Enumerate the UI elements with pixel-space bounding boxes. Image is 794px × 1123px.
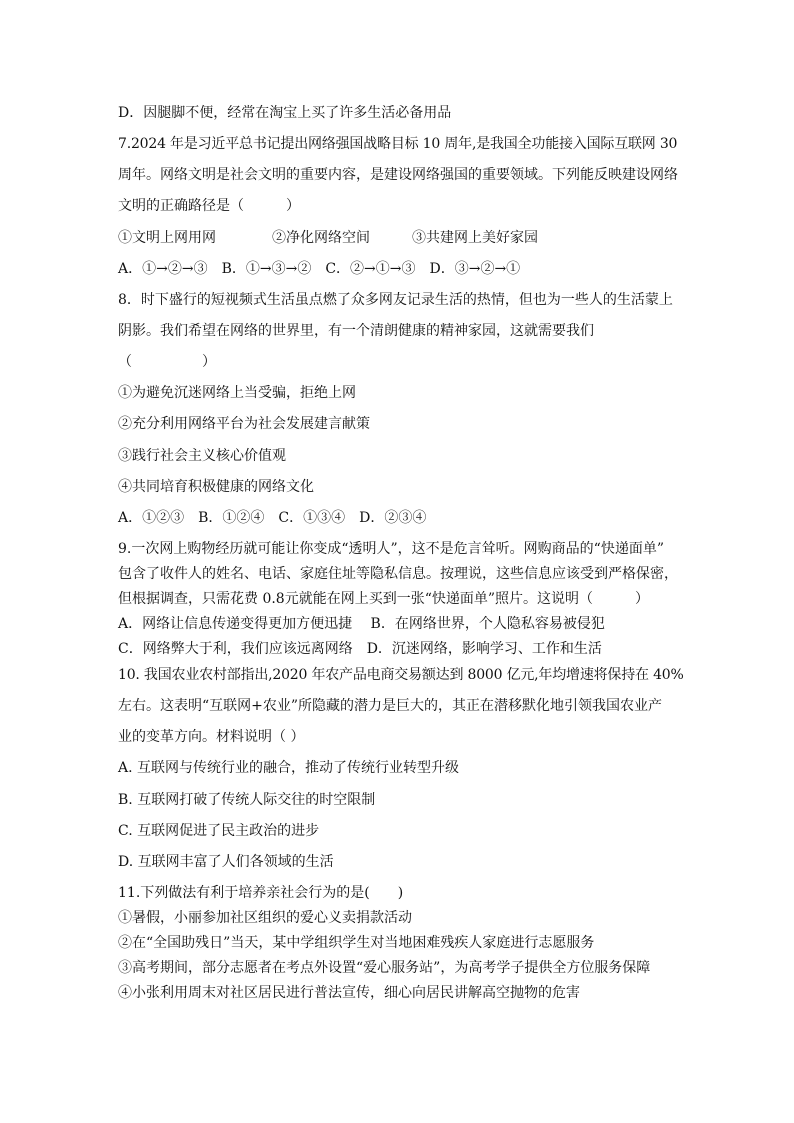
question-11-item-2: ②在“全国助残日”当天，某中学组织学生对当地困难残疾人家庭进行志愿服务: [118, 935, 595, 951]
question-9-options-ab: A．网络让信息传递变得更加方便迅捷 B．在网络世界，个人隐私容易被侵犯: [118, 616, 605, 632]
question-8-line-1: 8．时下盛行的短视频式生活虽点燃了众多网友记录生活的热情，但也为一些人的生活蒙上: [118, 292, 673, 308]
question-10-option-d: D. 互联网丰富了人们各领域的生活: [118, 854, 334, 870]
question-8-item-3: ③践行社会主义核心价值观: [118, 448, 286, 464]
question-8-options: A．①②③ B．①②④ C．①③④ D．②③④: [118, 510, 427, 526]
question-10-option-a: A. 互联网与传统行业的融合，推动了传统行业转型升级: [118, 760, 460, 776]
question-9-line-3: 但根据调查，只需花费 0.8元就能在网上买到一张“快递面单”照片。这说明（ ）: [118, 591, 650, 607]
question-7-line-3: 文明的正确路径是（ ）: [118, 198, 300, 214]
question-7-line-1: 7.2024 年是习近平总书记提出网络强国战略目标 10 周年,是我国全功能接入国际互联网 30: [118, 136, 678, 152]
question-7-options: A．①→②→③ B．①→③→② C．②→①→③ D．③→②→①: [118, 261, 521, 277]
question-11-item-3: ③高考期间，部分志愿者在考点外设置“爱心服务站”，为高考学子提供全方位服务保障: [118, 960, 651, 976]
question-9-line-1: 9.一次网上购物经历就可能让你变成“透明人”，这不是危言耸听。网购商品的“快递面单”: [118, 541, 664, 557]
question-9-options-cd: C．网络弊大于利，我们应该远离网络 D．沉迷网络，影响学习、工作和生活: [118, 641, 602, 657]
question-10-line-1: 10. 我国农业农村部指出,2020 年农产品电商交易额达到 8000 亿元,年均增速将保持在 40%: [118, 667, 684, 683]
question-8-line-2: 阴影。我们希望在网络的世界里，有一个清朗健康的精神家园，这就需要我们: [118, 323, 594, 339]
option-7-d-prev: D．因腿脚不便，经常在淘宝上买了许多生活必备用品: [118, 105, 452, 121]
question-7-items: ①文明上网用网 ②净化网络空间 ③共建网上美好家园: [118, 230, 538, 246]
question-11-item-4: ④小张利用周末对社区居民进行普法宣传，细心向居民讲解高空抛物的危害: [118, 985, 580, 1001]
question-10-option-b: B. 互联网打破了传统人际交往的时空限制: [118, 792, 376, 808]
question-8-item-1: ①为避免沉迷网络上当受骗，拒绝上网: [118, 385, 356, 401]
question-11-stem: 11.下列做法有利于培养亲社会行为的是( ): [118, 885, 404, 901]
question-10-line-3: 业的变革方向。材料说明（ ）: [118, 729, 305, 745]
question-7-line-2: 周年。网络文明是社会文明的重要内容，是建设网络强国的重要领域。下列能反映建设网络: [118, 167, 678, 183]
question-8-item-4: ④共同培育积极健康的网络文化: [118, 479, 314, 495]
question-9-line-2: 包含了收件人的姓名、电话、家庭住址等隐私信息。按理说，这些信息应该受到严格保密，: [118, 566, 678, 582]
question-11-item-1: ①暑假，小丽参加社区组织的爱心义卖捐款活动: [118, 910, 412, 926]
question-10-option-c: C. 互联网促进了民主政治的进步: [118, 823, 320, 839]
question-8-item-2: ②充分利用网络平台为社会发展建言献策: [118, 416, 370, 432]
question-8-blank: （ ）: [118, 354, 216, 370]
question-10-line-2: 左右。这表明“互联网+农业”所隐藏的潜力是巨大的，其正在潜移默化地引领我国农业产: [118, 698, 663, 714]
